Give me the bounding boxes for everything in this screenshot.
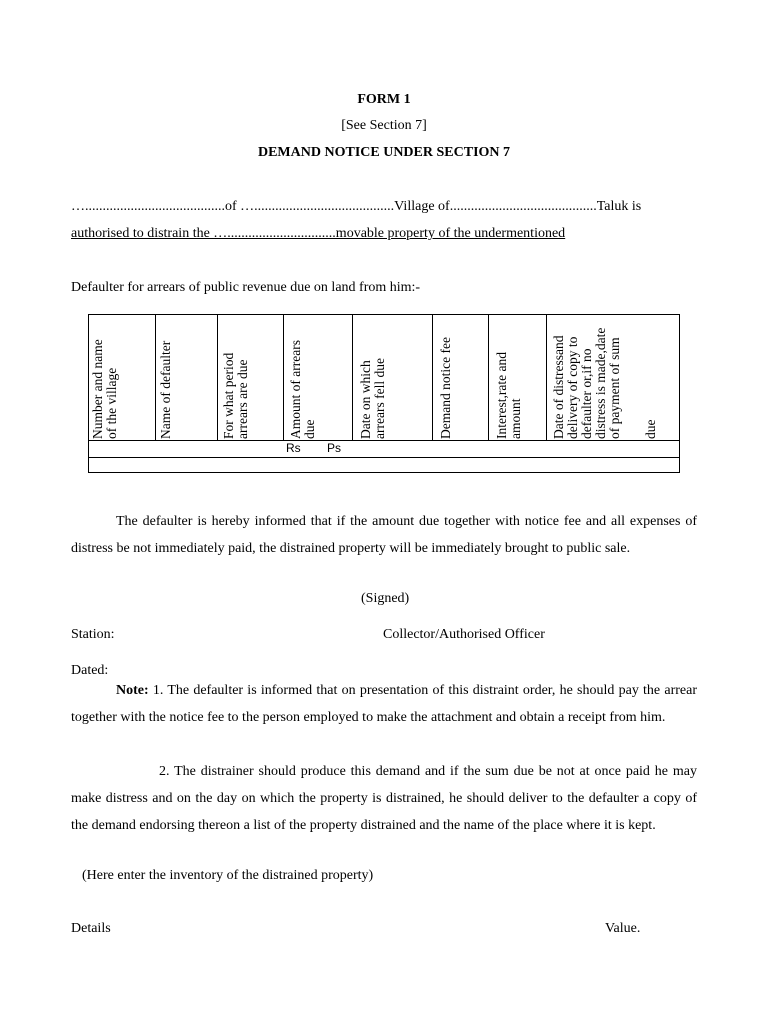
col-divider [352, 315, 353, 441]
col-divider [432, 315, 433, 441]
column-header-due [642, 317, 658, 439]
dated-label: Dated: [71, 663, 109, 678]
station-label: Station: [71, 627, 115, 642]
column-header-amount [287, 317, 317, 439]
column-header-interest [493, 317, 523, 439]
defaulter-line: Defaulter for arrears of public revenue due on land from him:- [71, 280, 421, 295]
note-label: Note: [116, 683, 149, 698]
table-row-divider [89, 457, 679, 458]
header-line: defaulter or,if no [579, 348, 594, 439]
details-label: Details [71, 921, 111, 936]
col-divider [546, 315, 547, 441]
column-header-text [91, 339, 119, 439]
form-title: FORM 1 [357, 92, 411, 107]
rs-label: Rs [286, 441, 301, 455]
column-header-distress-date [550, 317, 622, 439]
column-header-period [220, 317, 250, 439]
header-line: due [302, 419, 317, 439]
header-line: Demand notice fee [438, 337, 453, 439]
ps-label: Ps [327, 441, 342, 455]
column-header-text [359, 358, 387, 439]
header-line: distress is made,date [593, 327, 608, 439]
header-line: Date of distressand [551, 335, 566, 439]
note-1 [71, 677, 697, 731]
header-line: Name of defaulter [158, 340, 173, 439]
col-divider [283, 315, 284, 441]
column-header-text [552, 328, 622, 439]
header-line: due [643, 419, 658, 439]
note-1-text: 1. The defaulter is informed that on presentation of this distraint order, he should pay the arrear together with the notice fee to the person employed to make the attachment and obtain a receipt from him. [71, 683, 697, 725]
col-divider [217, 315, 218, 441]
header-line: of payment of sum [607, 337, 622, 439]
column-header-village [91, 317, 119, 439]
inventory-instruction: (Here enter the inventory of the distrained property) [82, 868, 374, 883]
header-line: arrears are due [235, 359, 250, 439]
header-line: amount [508, 398, 523, 439]
column-header-notice-fee [437, 317, 453, 439]
header-line: of the village [104, 367, 119, 439]
note-2: 2. The distrainer should produce this demand and if the sum due be not at once paid he may make distress and on the day on which the property is distrained, he should deliver to the defaulter a copy of the demand endorsing thereon a list of the property distrained and the name of the place where it is kept. [71, 764, 697, 833]
column-header-text [439, 337, 453, 439]
intro-line-2: authorised to distrain the …...............................movable property of the undermentioned [71, 226, 566, 241]
column-header-text [222, 353, 250, 439]
notice-title: DEMAND NOTICE UNDER SECTION 7 [257, 145, 511, 160]
officer-title: Collector/Authorised Officer [383, 627, 545, 642]
column-header-text [289, 340, 317, 439]
header-line: delivery of copy to [565, 336, 580, 439]
col-divider [488, 315, 489, 441]
col-divider [155, 315, 156, 441]
header-line: arrears fell due [372, 358, 387, 439]
column-header-text [159, 341, 173, 439]
column-header-text [644, 420, 658, 440]
section-reference: [See Section 7] [341, 118, 427, 133]
header-line: Interest,rate and [494, 352, 509, 439]
header-line: Number and name [90, 339, 105, 439]
column-header-date-due [357, 317, 387, 439]
header-line: Amount of arrears [288, 340, 303, 439]
defaulter-paragraph: The defaulter is hereby informed that if the amount due together with notice fee and all expenses of distress be not immediately paid, the distrained property will be immediately brought to public sale. [71, 514, 697, 556]
column-header-defaulter [157, 317, 173, 439]
intro-line-1: …........................................of …........................................Village of..........................................Taluk is [71, 199, 642, 214]
header-line: For what period [221, 352, 236, 439]
arrears-table [88, 314, 680, 473]
header-line: Date on which [358, 360, 373, 439]
signed-label: (Signed) [361, 591, 410, 606]
value-label: Value. [605, 921, 641, 936]
column-header-text [495, 352, 523, 439]
table-header-divider [89, 440, 679, 441]
